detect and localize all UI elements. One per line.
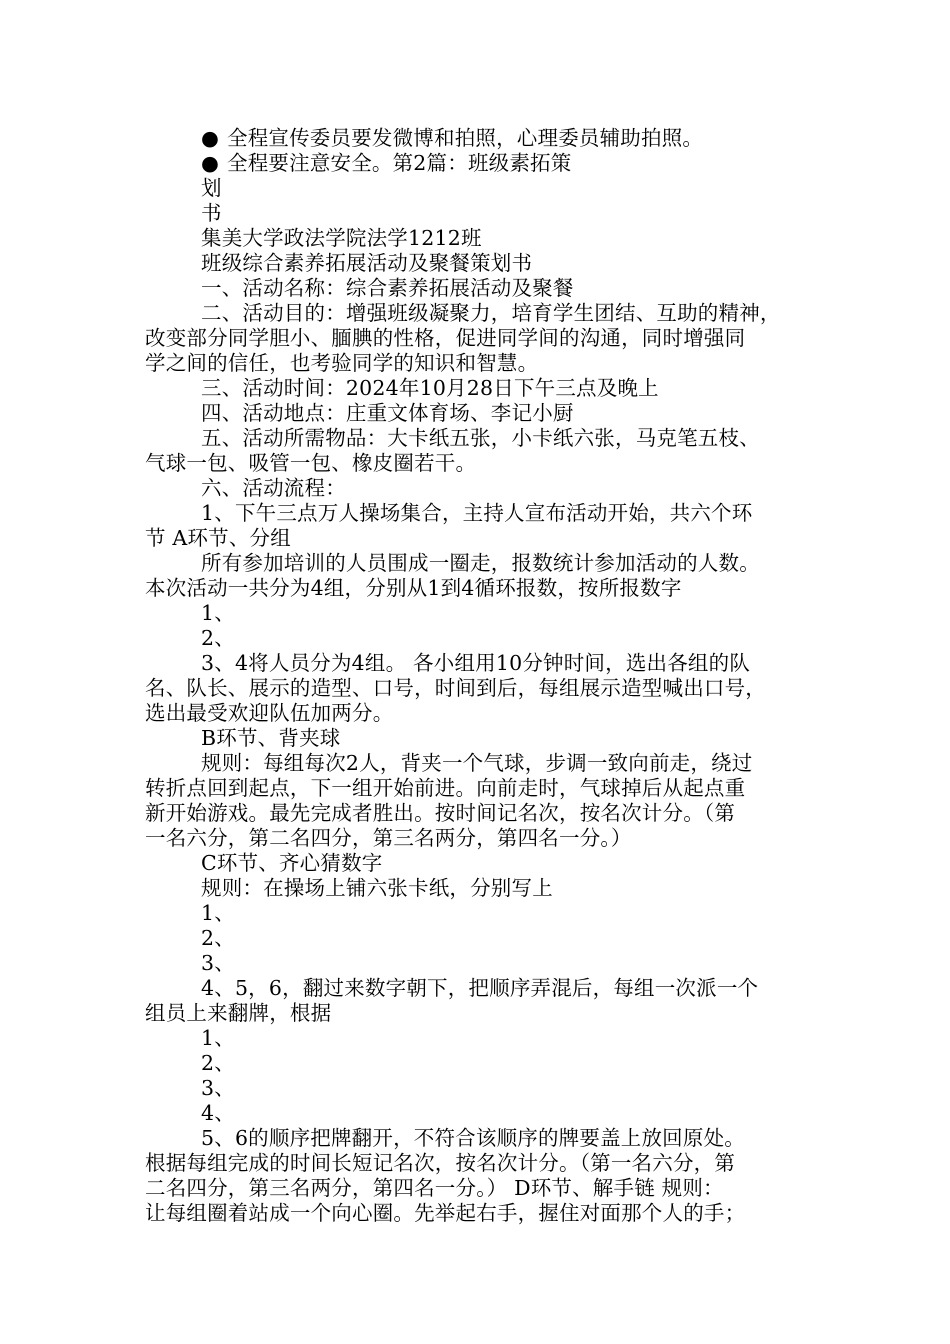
text-line: 名、队长、展示的造型、口号，时间到后，每组展示造型喊出口号， xyxy=(145,676,766,700)
text-line: 4、 xyxy=(201,1101,235,1125)
text-line: 二名四分，第三名两分，第四名一分。） D环节、解手链 规则： xyxy=(145,1176,724,1200)
bullet-item xyxy=(201,151,571,177)
text-line: 一名六分，第二名四分，第三名两分，第四名一分。） xyxy=(145,826,632,850)
text-line: 六、活动流程： xyxy=(201,476,346,500)
text-line: 所有参加培训的人员围成一圈走，报数统计参加活动的人数。 xyxy=(201,551,760,575)
text-line: 改变部分同学胆小、腼腆的性格，促进同学间的沟通，同时增强同 xyxy=(145,326,746,350)
text-line: 节 A环节、分组 xyxy=(145,526,291,550)
text-line: 转折点回到起点，下一组开始前进。向前走时，气球掉后从起点重 xyxy=(145,776,746,800)
text-line: 划 xyxy=(201,176,222,200)
text-line: 学之间的信任，也考验同学的知识和智慧。 xyxy=(145,351,539,375)
bullet-icon: ● xyxy=(201,151,220,175)
text-line: 四、活动地点：庄重文体育场、李记小厨 xyxy=(201,401,574,425)
text-line: 选出最受欢迎队伍加两分。 xyxy=(145,701,394,725)
text-line: 本次活动一共分为4组，分别从1到4循环报数，按所报数字 xyxy=(145,576,682,600)
text-line: 组员上来翻牌，根据 xyxy=(145,1001,332,1025)
text-line: 1、 xyxy=(201,901,235,925)
text-line: 2、 xyxy=(201,1051,235,1075)
text-line: 规则：每组每次2人，背夹一个气球，步调一致向前走，绕过 xyxy=(201,751,753,775)
bullet-item xyxy=(201,126,703,152)
text-line: 5、6的顺序把牌翻开，不符合该顺序的牌要盖上放回原处。 xyxy=(201,1126,745,1150)
text-line: 书 xyxy=(201,201,222,225)
text-line: 3、 xyxy=(201,951,235,975)
text-line: 二、活动目的：增强班级凝聚力，培育学生团结、互助的精神， xyxy=(201,301,781,325)
text-line: 2、 xyxy=(201,926,235,950)
bullet-icon: ● xyxy=(201,126,220,150)
text-line: 4、5，6，翻过来数字朝下，把顺序弄混后，每组一次派一个 xyxy=(201,976,759,1000)
text-line: 3、4将人员分为4组。 各小组用10分钟时间，选出各组的队 xyxy=(201,651,751,675)
text-line: 1、 xyxy=(201,1026,235,1050)
text-line: 1、 xyxy=(201,601,235,625)
text-line: 3、 xyxy=(201,1076,235,1100)
text-line: 1、下午三点万人操场集合，主持人宣布活动开始，共六个环 xyxy=(201,501,753,525)
bullet-text: 全程宣传委员要发微博和拍照，心理委员辅助拍照。 xyxy=(227,126,704,150)
text-line: 五、活动所需物品：大卡纸五张，小卡纸六张，马克笔五枝、 xyxy=(201,426,760,450)
text-line: 让每组圈着站成一个向心圈。先举起右手，握住对面那个人的手； xyxy=(145,1201,746,1225)
text-line: 三、活动时间：2024年10月28日下午三点及晚上 xyxy=(201,376,659,400)
text-line: 根据每组完成的时间长短记名次，按名次计分。（第一名六分，第 xyxy=(145,1151,736,1175)
text-line: 2、 xyxy=(201,626,235,650)
text-line: 集美大学政法学院法学1212班 xyxy=(201,226,482,250)
text-line: 气球一包、吸管一包、橡皮圈若干。 xyxy=(145,451,477,475)
text-line: 规则：在操场上铺六张卡纸，分别写上 xyxy=(201,876,553,900)
text-line: B环节、背夹球 xyxy=(201,726,341,750)
text-line: C环节、齐心猜数字 xyxy=(201,851,383,875)
text-line: 新开始游戏。最先完成者胜出。按时间记名次，按名次计分。（第 xyxy=(145,801,736,825)
text-line: 班级综合素养拓展活动及聚餐策划书 xyxy=(201,251,533,275)
bullet-text: 全程要注意安全。第2篇：班级素拓策 xyxy=(227,151,572,175)
text-line: 一、活动名称：综合素养拓展活动及聚餐 xyxy=(201,276,574,300)
